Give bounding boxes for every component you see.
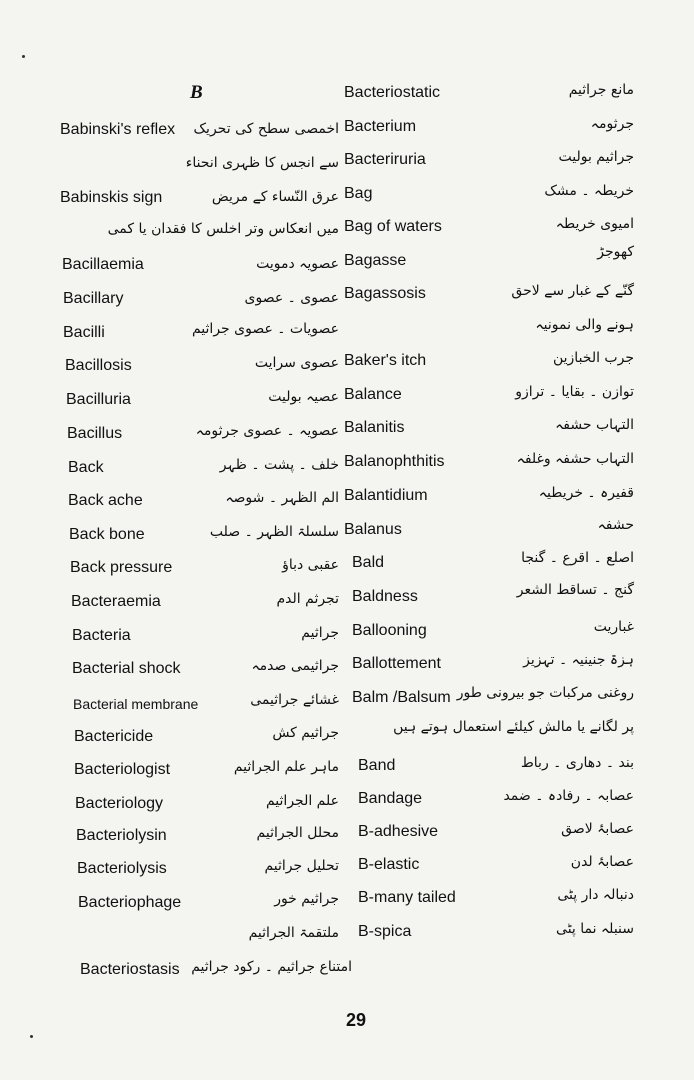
right-translation: توازن ۔ بقایا ۔ ترازو [515, 384, 634, 400]
left-translation: اخمصی سطح کی تحریک [193, 121, 339, 137]
left-translation: خلف ۔ پشت ۔ ظہر [219, 457, 339, 473]
right-translation: ہونے والی نمونیہ [535, 317, 634, 333]
left-translation: ملتقمۃ الجراثیم [248, 925, 339, 941]
left-term: Bacteriology [75, 795, 164, 812]
page-number: 29 [346, 1010, 367, 1030]
left-term: Bacillaemia [62, 256, 144, 273]
right-term: B-elastic [358, 856, 420, 873]
left-translation: میں انعکاس وتر اخلس کا فقدان یا کمی [107, 221, 339, 237]
left-translation: تحلیل جراثیم [264, 858, 339, 874]
right-translation: عصابۂ لدن [570, 854, 634, 870]
left-term: Back bone [69, 526, 145, 543]
left-translation: ماہر علم الجراثیم [233, 759, 339, 775]
right-translation: گنج ۔ تساقط الشعر [516, 582, 634, 598]
speck [22, 55, 25, 58]
right-term: Balantidium [344, 487, 428, 504]
left-translation: عصویہ ۔ عصوی جرثومہ [195, 423, 339, 439]
left-translation: جراثیم کش [272, 725, 339, 741]
left-term: Bacterial shock [72, 660, 181, 677]
right-translation: دنبالہ دار پٹی [557, 887, 634, 903]
left-translation: عصیہ بولیت [268, 389, 339, 405]
left-term: Bacteraemia [71, 593, 161, 610]
left-term: Bacteria [72, 627, 131, 644]
right-translation: امیوی خریطہ [555, 216, 634, 232]
right-term: Bacteriostatic [344, 84, 441, 101]
left-term: Back ache [68, 492, 143, 509]
right-translation: سنبلہ نما پٹی [556, 921, 634, 937]
left-translation: عصوی سرایت [254, 355, 339, 371]
left-translation: محلل الجراثیم [256, 825, 339, 841]
right-term: Bald [352, 554, 385, 571]
right-term: Baldness [352, 588, 418, 605]
right-term: Bagassosis [344, 285, 426, 302]
left-term: Bacteriologist [74, 761, 171, 778]
left-term: Bacterial membrane [73, 696, 199, 712]
right-term: Bag [344, 185, 373, 202]
section-letter: B [190, 82, 203, 103]
right-term: B-many tailed [358, 889, 456, 906]
right-translation: اصلع ۔ اقرع ۔ گنجا [521, 550, 634, 566]
right-translation: التہاب حشفہ [555, 417, 634, 433]
right-term: Baker's itch [344, 352, 427, 369]
right-translation: ہزۃ جنینیہ ۔ تہزیز [523, 652, 634, 668]
left-translation: عرق النّساء کے مریض [211, 189, 339, 205]
right-translation: گنّے کے غبار سے لاحق [511, 283, 634, 299]
left-translation: امتناع جراثیم ۔ رکود جراثیم [191, 959, 352, 975]
right-term: B-spica [358, 923, 412, 940]
right-translation: عصابہ ۔ رفادہ ۔ ضمد [503, 788, 634, 804]
right-translation: جرثومہ [590, 116, 634, 132]
left-term: Bacilli [63, 324, 105, 341]
right-term: Bag of waters [344, 218, 442, 235]
left-term: Bactericide [74, 728, 154, 745]
left-term: Bacteriophage [78, 894, 182, 911]
left-term: Bacillus [67, 425, 123, 442]
left-term: Bacteriostasis [80, 961, 180, 978]
right-translation: بند ۔ دھاری ۔ رباط [520, 755, 634, 771]
right-translation: قفیرہ ۔ خریطیہ [538, 485, 634, 501]
right-translation: التہاب حشفہ وغلفہ [516, 451, 634, 467]
right-term: Bandage [358, 790, 423, 807]
right-translation: مانع جراثیم [568, 82, 634, 98]
left-translation: سلسلۃ الظہر ۔ صلب [209, 524, 339, 540]
left-term: Bacilluria [66, 391, 131, 408]
right-term: Bagasse [344, 252, 407, 269]
left-translation: عقبی دباؤ [282, 557, 339, 573]
right-translation: پر لگانے یا مالش کیلئے استعمال ہوتے ہیں [393, 719, 634, 735]
right-term: B-adhesive [358, 823, 439, 840]
right-term: Bacteriruria [344, 151, 426, 168]
right-translation: حشفہ [597, 517, 634, 533]
left-term: Back pressure [70, 559, 173, 576]
left-translation: جراثیمی صدمہ [251, 658, 339, 674]
left-term: Bacteriolysin [76, 827, 167, 844]
right-translation: جراثیم بولیت [558, 149, 634, 165]
left-term: Back [68, 459, 104, 476]
left-translation: علم الجراثیم [265, 793, 339, 809]
right-translation: غباریت [593, 619, 634, 635]
right-term: Balm /Balsum [352, 689, 451, 706]
left-term: Bacteriolysis [77, 860, 167, 877]
left-term: Bacillary [63, 290, 124, 307]
right-term: Balanophthitis [344, 453, 445, 470]
left-translation: عصویہ دمویت [256, 256, 339, 272]
left-translation: الم الظہر ۔ شوصہ [225, 490, 339, 506]
right-translation: روغنی مرکبات جو بیرونی طور [456, 685, 634, 701]
speck [30, 1035, 33, 1038]
left-term: Bacillosis [65, 357, 132, 374]
left-term: Babinski's reflex [60, 121, 176, 138]
left-translation: عصویات ۔ عصوی جراثیم [191, 321, 339, 337]
right-term: Band [358, 757, 396, 774]
right-translation: عصابۂ لاصق [561, 821, 634, 837]
right-term: Ballottement [352, 655, 441, 672]
right-term: Balanitis [344, 419, 405, 436]
left-translation: غشائے جراثیمی [250, 692, 339, 708]
right-term: Balanus [344, 521, 402, 538]
left-term: Babinskis sign [60, 189, 163, 206]
right-term: Balance [344, 386, 402, 403]
right-translation: خریطہ ۔ مشک [544, 183, 634, 199]
right-term: Bacterium [344, 118, 417, 135]
right-term: Ballooning [352, 622, 427, 639]
right-translation: جرب الخبازین [552, 350, 634, 366]
left-translation: جراثیم خور [274, 891, 339, 907]
left-translation: تجرثم الدم [276, 591, 339, 607]
left-translation: سے انجس کا ظہری انحناء [185, 155, 339, 171]
left-translation: عصوی ۔ عصوی [244, 290, 339, 306]
left-translation: جراثیم [301, 625, 339, 641]
right-translation: کھوجڑ [597, 244, 634, 260]
